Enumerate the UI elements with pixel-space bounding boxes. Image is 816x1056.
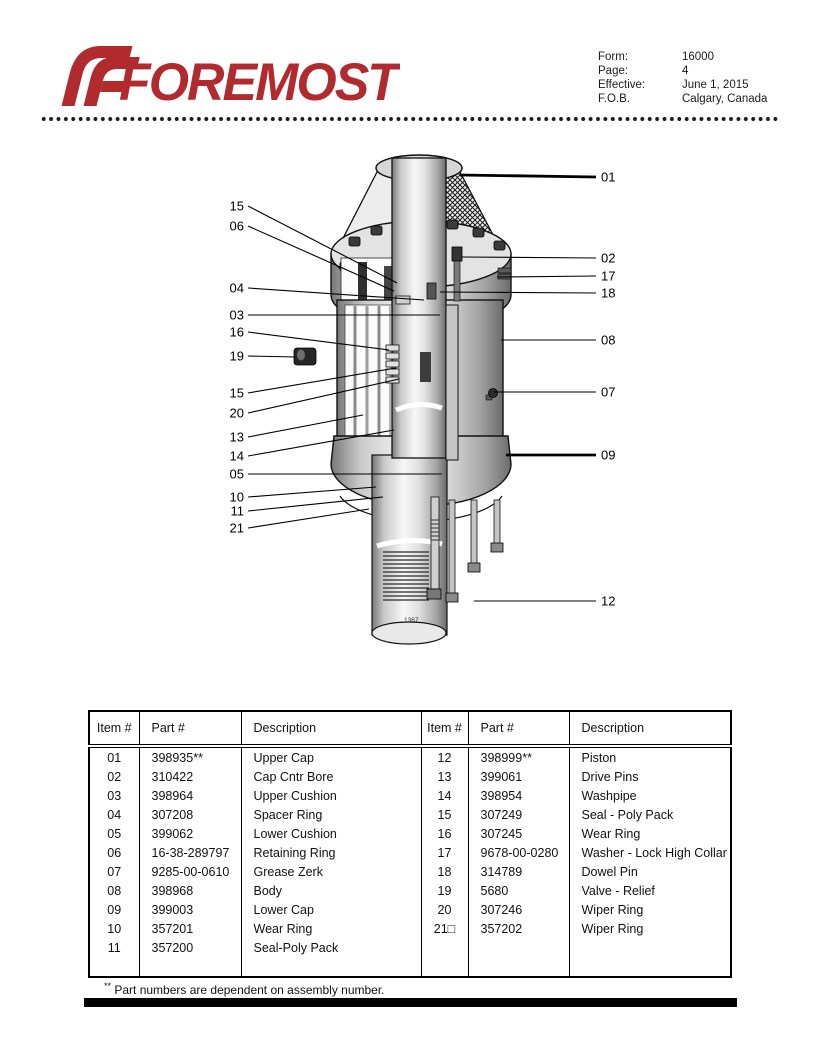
callout-label: 18 — [601, 285, 616, 301]
cell-item: 19 — [421, 881, 468, 900]
cell-part: 398964 — [139, 786, 241, 805]
cell-item: 01 — [89, 746, 139, 767]
cell-desc: Dowel Pin — [581, 864, 638, 879]
callout-label: 19 — [229, 348, 244, 364]
cell-item: 10 — [89, 919, 139, 938]
cell-part: 307246 — [468, 900, 569, 919]
callout-label: 05 — [229, 466, 244, 482]
form-info-row — [598, 78, 767, 92]
table-row — [89, 786, 731, 805]
table-row — [89, 900, 731, 919]
cell-part: 307245 — [468, 824, 569, 843]
cell-desc: Wear Ring — [581, 826, 641, 841]
footnote-text: Part numbers are dependent on assembly number. — [114, 983, 385, 997]
effective-value: June 1, 2015 — [682, 79, 749, 91]
table-row — [89, 805, 731, 824]
cell-item: 14 — [421, 786, 468, 805]
lower-bolts — [427, 497, 503, 602]
page-value: 4 — [682, 65, 689, 77]
cell-empty — [139, 957, 241, 977]
cell-item: 07 — [89, 862, 139, 881]
cell-item: 20 — [421, 900, 468, 919]
cell-item: 15 — [421, 805, 468, 824]
cell-part: 307208 — [139, 805, 241, 824]
parts-table — [88, 710, 732, 978]
cell-empty — [89, 957, 139, 977]
cell-desc: Lower Cushion — [241, 824, 421, 843]
callout-label: 12 — [601, 593, 616, 609]
foremost-logo — [55, 44, 400, 107]
callout-leader-line — [248, 509, 369, 528]
parts-table-body — [89, 746, 731, 977]
cell-part: 16-38-289797 — [139, 843, 241, 862]
form-label: Form: — [598, 51, 629, 63]
bottom-rule — [84, 998, 737, 1007]
cell-desc: Seal - Poly Pack — [581, 807, 674, 822]
cell-desc: Seal-Poly Pack — [241, 938, 421, 957]
callout-label: 06 — [229, 218, 244, 234]
cell-desc: Lower Cap — [241, 900, 421, 919]
form-info-row — [598, 64, 767, 78]
callout-label: 09 — [601, 447, 616, 463]
callout-label: 15 — [229, 198, 244, 214]
table-row — [89, 881, 731, 900]
callout-leader-line — [248, 497, 383, 511]
cell-empty — [569, 957, 731, 977]
callout-label: 16 — [229, 324, 244, 340]
cell-item — [421, 938, 468, 957]
table-row — [89, 862, 731, 881]
callout-label: 04 — [229, 280, 244, 296]
cell-desc: Wiper Ring — [581, 902, 644, 917]
form-info-block — [598, 50, 767, 106]
cell-item: 08 — [89, 881, 139, 900]
fob-value: Calgary, Canada — [682, 93, 768, 105]
cell-part: 9678-00-0280 — [468, 843, 569, 862]
form-value: 16000 — [682, 51, 714, 63]
cell-part: 310422 — [139, 767, 241, 786]
callout-label: 07 — [601, 384, 616, 400]
parts-table-header — [89, 711, 731, 746]
cell-item: 13 — [421, 767, 468, 786]
cell-part: 357200 — [139, 938, 241, 957]
cell-desc: Washer - Lock High Collar — [581, 845, 727, 860]
cell-item: 06 — [89, 843, 139, 862]
cell-part: 307249 — [468, 805, 569, 824]
fob-label: F.O.B. — [598, 93, 630, 105]
cell-item: 17 — [421, 843, 468, 862]
cell-part: 398954 — [468, 786, 569, 805]
cell-part — [468, 938, 569, 957]
assembly-diagram — [150, 140, 630, 670]
cell-desc: Upper Cap — [241, 746, 421, 767]
footnote — [104, 981, 385, 997]
cell-desc: Upper Cushion — [241, 786, 421, 805]
effective-label: Effective: — [598, 79, 646, 91]
dotted-divider — [40, 116, 778, 122]
cell-item: 03 — [89, 786, 139, 805]
callout-label: 11 — [230, 503, 244, 519]
cell-part: 399062 — [139, 824, 241, 843]
col-desc-left: Description — [241, 711, 421, 746]
foremost-logo-icon — [55, 44, 400, 107]
cell-item: 16 — [421, 824, 468, 843]
table-row — [89, 767, 731, 786]
spacer-row — [89, 957, 731, 977]
cell-item: 04 — [89, 805, 139, 824]
cell-part: 357201 — [139, 919, 241, 938]
cell-part: 5680 — [468, 881, 569, 900]
cell-desc: Wiper Ring — [581, 921, 644, 936]
col-desc-right: Description — [569, 711, 731, 746]
logo-wordmark: FOREMOST — [119, 53, 400, 107]
cell-desc: Cap Cntr Bore — [241, 767, 421, 786]
col-part-right: Part # — [468, 711, 569, 746]
callout-label: 13 — [229, 429, 244, 445]
cell-desc: Grease Zerk — [241, 862, 421, 881]
cell-item: 21□ — [421, 919, 468, 938]
cell-part: 314789 — [468, 862, 569, 881]
cell-desc: Washpipe — [581, 788, 637, 803]
callout-label: 15 — [229, 385, 244, 401]
callout-label: 02 — [601, 250, 616, 266]
cell-part: 9285-00-0610 — [139, 862, 241, 881]
table-row — [89, 843, 731, 862]
cell-desc: Body — [241, 881, 421, 900]
col-item-right: Item # — [421, 711, 468, 746]
cell-item: 02 — [89, 767, 139, 786]
footnote-marker: ** — [104, 981, 112, 991]
cell-desc: Drive Pins — [581, 769, 639, 784]
cell-empty — [468, 957, 569, 977]
cell-item: 05 — [89, 824, 139, 843]
cell-desc: Valve - Relief — [581, 883, 655, 898]
parts-table-section — [88, 710, 732, 978]
callout-label: 14 — [229, 448, 244, 464]
cell-item: 18 — [421, 862, 468, 881]
cell-part: 357202 — [468, 919, 569, 938]
cell-item: 09 — [89, 900, 139, 919]
cell-desc: Retaining Ring — [241, 843, 421, 862]
callout-label: 03 — [229, 307, 244, 323]
dowel-pin — [427, 283, 436, 299]
table-row — [89, 746, 731, 767]
callout-label: 17 — [601, 268, 616, 284]
col-item-left: Item # — [89, 711, 139, 746]
table-row — [89, 824, 731, 843]
cell-desc: Piston — [581, 750, 617, 765]
callout-label: 10 — [229, 489, 244, 505]
cell-item: 11 — [89, 938, 139, 957]
callout-label: 01 — [601, 169, 616, 185]
relief-valve — [294, 348, 316, 365]
cell-desc: Wear Ring — [241, 919, 421, 938]
cell-empty — [241, 957, 421, 977]
cell-empty — [421, 957, 468, 977]
cell-part: 398968 — [139, 881, 241, 900]
callout-leader-line — [497, 276, 596, 277]
form-info-row — [598, 50, 767, 64]
cell-part: 399003 — [139, 900, 241, 919]
table-row — [89, 938, 731, 957]
cell-part: 399061 — [468, 767, 569, 786]
cell-part: 398935** — [139, 746, 241, 767]
table-row — [89, 919, 731, 938]
callout-label: 08 — [601, 332, 616, 348]
form-info-row — [598, 92, 767, 106]
cell-desc — [569, 938, 731, 957]
callout-leader-line — [460, 175, 596, 177]
col-part-left: Part # — [139, 711, 241, 746]
cell-desc: Spacer Ring — [241, 805, 421, 824]
callout-leader-line — [248, 356, 296, 357]
callout-label: 20 — [229, 405, 244, 421]
page-label: Page: — [598, 65, 629, 77]
callout-label: 21 — [229, 520, 244, 536]
cell-part: 398999** — [468, 746, 569, 767]
figure-number: 1367 — [404, 617, 419, 624]
cell-item: 12 — [421, 746, 468, 767]
